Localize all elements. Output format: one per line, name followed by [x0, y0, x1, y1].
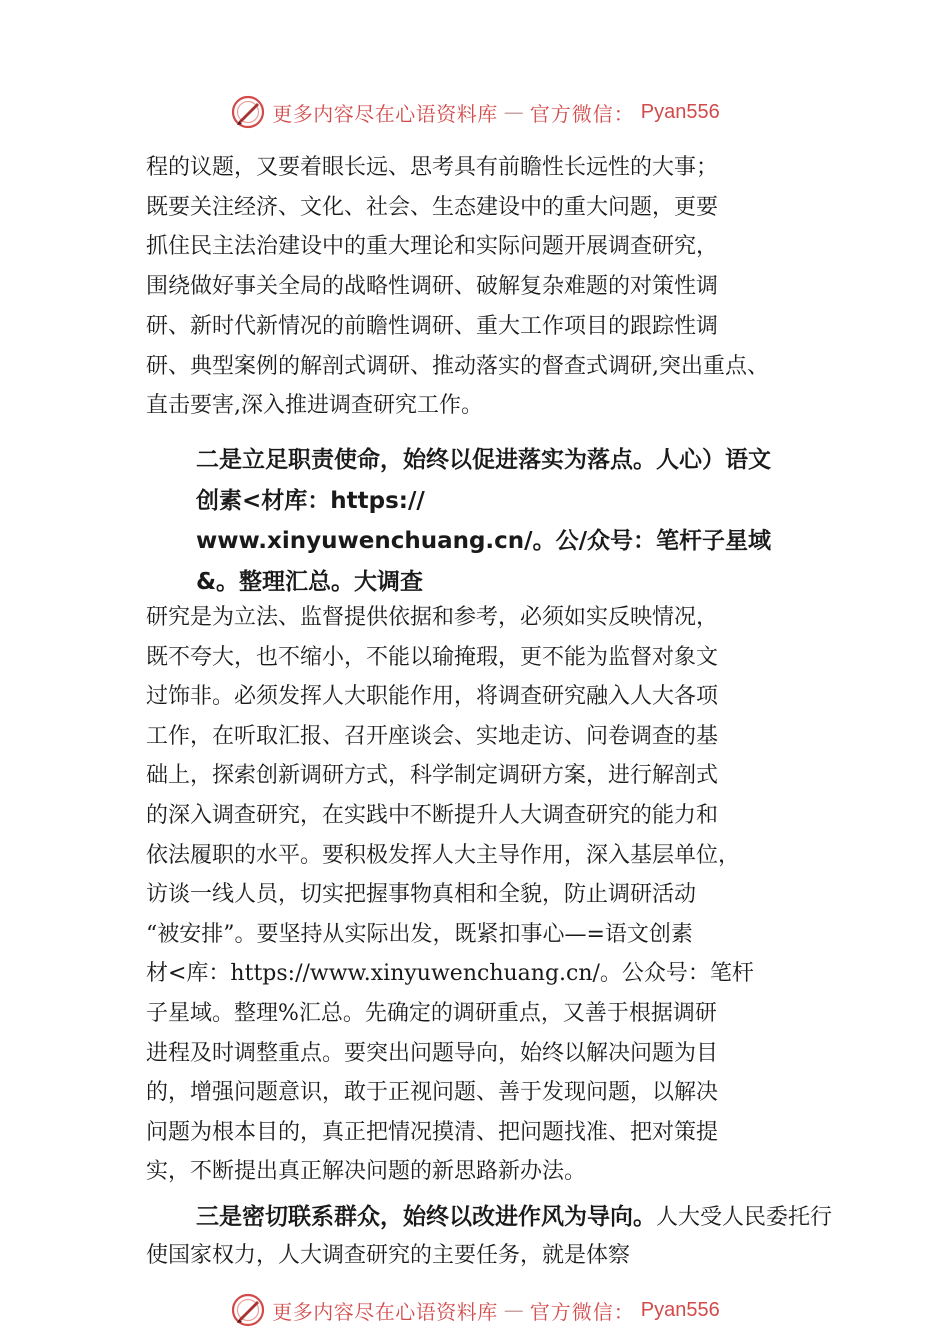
header-watermark — [0, 92, 950, 132]
footer-wechat-id: Pyan556 — [640, 1298, 720, 1321]
footer-site-text: 更多内容尽在心语资料库 — [272, 1299, 498, 1324]
footer-dash: — — [503, 1298, 524, 1322]
footer-wechat-label: 官方微信： — [529, 1299, 635, 1324]
body-paragraph-1: 程的议题，又要着眼长远、思考具有前瞻性长远性的大事； 既要关注经济、文化、社会、生态建设中的重大问题，更要 抓住民主法治建设中的重大理论和实际问题开展调查研究， 围绕做好事关全局的战略性调研、破解复杂难题的对策性调 研、新时代新情况的前瞻性调研、重大工作项目的跟踪性调 研、典型案例的解剖式调研、推动落实的督查式调研,突出重点、 直击要害,深入推进调查研究工作。 — [146, 155, 769, 419]
header-wechat-id: Pyan556 — [640, 100, 720, 123]
header-site-text: 更多内容尽在心语资料库 — [272, 101, 498, 126]
section-heading-3: 三是密切联系群众，始终以改进作风为导向。 — [196, 1204, 656, 1230]
section-heading-2: 二是立足职责使命，始终以促进落实为落点。人心）语文 创素<材库：https:// www.xinyuwenchuang.cn/。公/众号：笔杆子星域 &。整理汇总。大调查 — [196, 447, 771, 595]
footer-watermark — [0, 1290, 950, 1330]
body-paragraph-2: 研究是为立法、监督提供依据和参考，必须如实反映情况， 既不夸大，也不缩小，不能以瑜掩瑕，更不能为监督对象文 过饰非。必须发挥人大职能作用，将调查研究融入人大各项 工作，在听取汇报、召开座谈会、实地走访、问卷调查的基 础上，探索创新调研方式，科学制定调研方案，进行解剖式 的深入调查研究，在实践中不断提升人大调查研究的能力和 依法履职的水平。要积极发挥人大主导作用，深入基层单位， 访谈一线人员，切实把握事物真相和全貌，防止调研活动 “被安排”。要坚持从实际出发，既紧扣事心—=语文创素 材<库：https://www.xinyuwenchuang.cn/。公众号：笔杆 子星域。整理%汇总。先确定的调研重点，又善于根据调研 进程及时调整重点。要突出问题导向，始终以解决问题为目 的，增强问题意识，敢于正视问题、善于发现问题，以解决 问题为根本目的，真正把情况摸清、把问题找准、把对策提 实，不断提出真正解决问题的新思路新办法。 — [146, 605, 754, 1185]
body-paragraph-3 — [146, 1198, 846, 1275]
brush-logo-icon — [230, 1292, 266, 1328]
body-paragraph-3-text: 人大受人民委托行使国家权力，人大调查研究的主要任务，就是体察 — [146, 1205, 833, 1268]
brush-logo-icon — [230, 94, 266, 130]
header-dash: — — [503, 100, 524, 124]
header-wechat-label: 官方微信： — [529, 101, 635, 126]
